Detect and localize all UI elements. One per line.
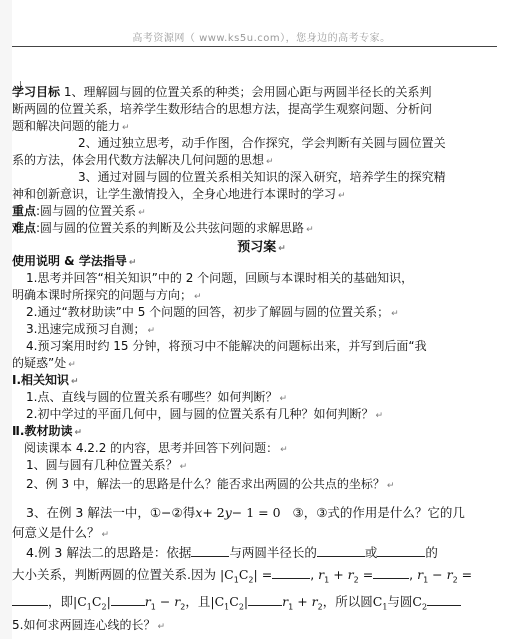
objectives-label: 学习目标 — [12, 85, 61, 99]
paragraph-mark-icon: ↵ — [138, 208, 146, 218]
key-point-line — [12, 203, 500, 221]
objectives-line-7: 神和创新意识，让学生激情投入，全身心地进行本课时的学习 ↵ — [12, 187, 346, 201]
paragraph-mark-icon: ↵ — [386, 481, 395, 491]
fill-blank[interactable] — [111, 594, 145, 606]
page-header-banner: 高考资源网（ www.ks5u.com），您身边的高考专家。 — [132, 33, 391, 44]
fill-blank[interactable] — [272, 567, 310, 579]
key-point-label: 重点 — [12, 204, 37, 218]
textbook-question-4: 4.例 3 解法二的思路是：依据 与两圆半径长的 或 的 — [26, 545, 438, 560]
instructions-heading: 使用说明 & 学法指导 ↵ — [12, 254, 137, 268]
header-divider — [12, 46, 497, 47]
instruction-4b: 的疑惑”处 ↵ — [12, 356, 76, 370]
instruction-3: 3.迅速完成预习自测； ↵ — [26, 322, 155, 336]
paragraph-mark-icon: ↵ — [194, 292, 202, 302]
textbook-question-5: 5.如何求两圆连心线的长？ ↵ — [12, 618, 165, 632]
objectives-line-1 — [12, 84, 500, 100]
fill-blank[interactable] — [317, 545, 365, 557]
paragraph-mark-icon: ↵ — [128, 258, 137, 268]
fill-blank[interactable] — [373, 567, 409, 579]
fill-blank[interactable] — [377, 545, 425, 557]
paragraph-mark-icon: ↵ — [122, 123, 130, 133]
paragraph-mark-icon: ↵ — [68, 360, 76, 370]
preview-title: 预习案 ↵ — [237, 240, 286, 255]
paragraph-mark-icon: ↵ — [179, 462, 188, 472]
instruction-1b: 明确本课时所探究的问题与方向； ↵ — [12, 288, 202, 302]
paragraph-mark-icon: ↵ — [147, 326, 155, 336]
paragraph-mark-icon: ↵ — [306, 225, 314, 235]
related-knowledge-heading: Ⅰ.相关知识 ↵ — [12, 373, 79, 387]
textbook-question-3: 3、在例 3 解法一中，①−②得x+ 2y− 1 = 0 ③，③式的作用是什么？它的几 — [26, 505, 465, 520]
difficulty-text: :圆与圆的位置关系的判断及公共弦问题的求解思路 — [36, 221, 305, 235]
paragraph-mark-icon: ↵ — [157, 622, 165, 632]
paragraph-mark-icon: ↵ — [280, 445, 288, 455]
fill-blank[interactable] — [12, 594, 48, 606]
paragraph-mark-icon: ↵ — [71, 377, 79, 387]
fill-blank[interactable] — [427, 594, 461, 606]
objectives-line-6: 3、通过对圆与圆的位置关系相关知识的深入研究，培养学生的探究精 — [78, 170, 446, 184]
fill-blank[interactable] — [191, 545, 229, 557]
textbook-question-2: 2、例 3 中，解法一的思路是什么？能否求出两圆的公共点的坐标？ ↵ — [26, 477, 395, 491]
objectives-line-3: 题和解决问题的能力 ↵ — [12, 119, 130, 133]
paragraph-mark-icon: ↵ — [278, 244, 286, 254]
objectives-text-1: 1、理解圆与圆的位置关系的种类；会用圆心距与两圆半径长的关系判 — [63, 85, 432, 99]
instruction-2: 2.通过“教材助读”中 5 个问题的回答，初步了解圆与圆的位置关系； ↵ — [26, 305, 399, 319]
textbook-question-1: 1、圆与圆有几种位置关系？ ↵ — [26, 458, 188, 472]
paragraph-mark-icon: ↵ — [279, 394, 287, 404]
paragraph-mark-icon: ↵ — [375, 411, 383, 421]
textbook-question-4-line-2: 大小关系，判断两圆的位置关系.因为 $|C_1C_2|$ = , $r_1 + r_2$ = , $r_1 - r_2$ = — [12, 567, 473, 585]
objectives-line-2: 断两圆的位置关系，培养学生数形结合的思想方法，提高学生观察问题、分析问 — [12, 102, 433, 116]
instruction-4a: 4.预习案用时约 15 分钟，将预习中不能解决的问题标出来，并写到后面“我 — [26, 339, 427, 353]
related-question-2: 2.初中学过的平面几何中，圆与圆的位置关系有几种？如何判断？ ↵ — [26, 407, 383, 421]
instruction-1a: 1.思考并回答“相关知识”中的 2 个问题，回顾与本课时相关的基础知识， — [26, 271, 414, 285]
objectives-line-4: 2、通过独立思考，动手作图，合作探究，学会判断有关圆与圆位置关 — [78, 136, 446, 150]
paragraph-mark-icon: ↵ — [101, 530, 110, 540]
textbook-question-4-line-3: ，即$|C_1C_2|$ $r_1 - r_2$，且$|C_1C_2|$ $r_1 + r_2$，所以圆$C_1$与圆$C_2$ — [12, 594, 500, 616]
related-question-1: 1.点、直线与圆的位置关系有哪些？如何判断？ ↵ — [26, 390, 287, 404]
objectives-line-5: 系的方法，体会用代数方法解决几何问题的思想 ↵ — [12, 153, 274, 167]
paragraph-mark-icon: ↵ — [391, 309, 399, 319]
paragraph-mark-icon: ↵ — [74, 428, 83, 438]
key-point-text: :圆与圆的位置关系 — [36, 204, 137, 218]
paragraph-mark-icon: ↵ — [338, 191, 346, 201]
paragraph-mark-icon: ↵ — [266, 157, 274, 167]
difficulty-label: 难点 — [12, 221, 37, 235]
textbook-intro: 阅读课本 4.2.2 的内容，思考并回答下列问题： ↵ — [24, 441, 288, 455]
textbook-question-3-line-2: 何意义是什么？ ↵ — [12, 525, 110, 540]
textbook-guide-heading: Ⅱ.教材助读 ↵ — [12, 424, 83, 438]
fill-blank[interactable] — [248, 594, 282, 606]
